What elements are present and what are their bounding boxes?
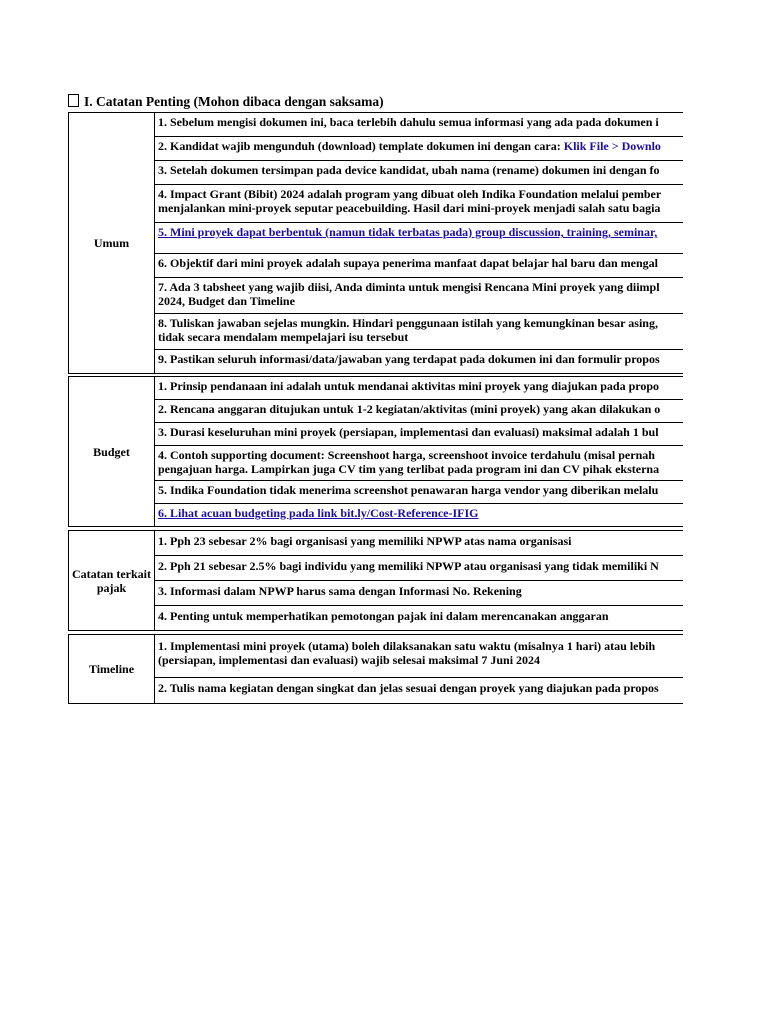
notes-table-umum [68, 112, 683, 374]
note-item: 4. Impact Grant (Bibit) 2024 adalah program yang dibuat oleh Indika Foundation melalui pember menjalankan mini-proyek seputar peacebuilding. Hasil dari mini-proyek menjadi salah satu bagia [155, 185, 684, 223]
note-item: 2. Pph 21 sebesar 2.5% bagi individu yang memiliki NPWP atau organisasi yang tidak memiliki N [155, 556, 684, 581]
note-item[interactable]: 5. Mini proyek dapat berbentuk (namun tidak terbatas pada) group discussion, training, seminar, [155, 223, 684, 254]
note-item: 4. Penting untuk memperhatikan pemotongan pajak ini dalam merencanakan anggaran [155, 606, 684, 631]
section-timeline [68, 634, 683, 704]
checkbox-icon [68, 94, 79, 107]
cost-reference-link[interactable]: 6. Lihat acuan budgeting pada link bit.ly/Cost-Reference-IFIG [155, 504, 684, 527]
note-item: 1. Prinsip pendanaan ini adalah untuk mendanai aktivitas mini proyek yang diajukan pada propo [155, 377, 684, 400]
note-item: 2. Rencana anggaran ditujukan untuk 1-2 kegiatan/aktivitas (mini proyek) yang akan dilakukan o [155, 400, 684, 423]
notes-table-pajak [68, 530, 683, 631]
note-item: 7. Ada 3 tabsheet yang wajib diisi, Anda diminta untuk mengisi Rencana Mini proyek yang diimpl 2024, Budget dan Timeline [155, 278, 684, 314]
note-item: 1. Sebelum mengisi dokumen ini, baca terlebih dahulu semua informasi yang ada pada dokumen i [155, 113, 684, 137]
note-item: 2. Kandidat wajib mengunduh (download) template dokumen ini dengan cara: Klik File > Downlo [155, 137, 684, 161]
note-item: 1. Pph 23 sebesar 2% bagi organisasi yang memiliki NPWP atas nama organisasi [155, 531, 684, 556]
page-title: I. Catatan Penting (Mohon dibaca dengan saksama) [68, 94, 384, 110]
note-item: 6. Objektif dari mini proyek adalah supaya penerima manfaat dapat belajar hal baru dan mengal [155, 254, 684, 278]
section-umum [68, 112, 683, 374]
note-item: 1. Implementasi mini proyek (utama) boleh dilaksanakan satu waktu (misalnya 1 hari) atau lebih (persiapan, implementasi dan evaluasi) wajib selesai maksimal 7 Juni 2024 [155, 635, 684, 678]
download-instruction-link[interactable]: Klik File > Downlo [563, 139, 661, 153]
category-cell: Umum [69, 113, 155, 374]
note-item: 3. Informasi dalam NPWP harus sama dengan Informasi No. Rekening [155, 581, 684, 606]
notes-table-timeline [68, 634, 683, 704]
section-pajak [68, 530, 683, 631]
notes-table-budget [68, 376, 683, 527]
category-cell: Budget [69, 377, 155, 527]
note-item: 2. Tulis nama kegiatan dengan singkat dan jelas sesuai dengan proyek yang diajukan pada propos [155, 678, 684, 704]
category-cell: Timeline [69, 635, 155, 704]
note-item: 3. Setelah dokumen tersimpan pada device kandidat, ubah nama (rename) dokumen ini dengan fo [155, 161, 684, 185]
note-item: 5. Indika Foundation tidak menerima screenshot penawaran harga vendor yang diberikan melalu [155, 481, 684, 504]
note-item: 3. Durasi keseluruhan mini proyek (persiapan, implementasi dan evaluasi) maksimal adalah 1 bul [155, 423, 684, 446]
note-item: 9. Pastikan seluruh informasi/data/jawaban yang terdapat pada dokumen ini dan formulir propos [155, 350, 684, 374]
note-item: 4. Contoh supporting document: Screenshoot harga, screenshoot invoice terdahulu (misal pernah pengajuan harga. Lampirkan juga CV tim yang terlibat pada program ini dan CV pihak eksterna [155, 446, 684, 481]
section-budget [68, 376, 683, 527]
category-cell: Catatan terkait pajak [69, 531, 155, 631]
note-item: 8. Tuliskan jawaban sejelas mungkin. Hindari penggunaan istilah yang kemungkinan besar asing, tidak secara mendalam mempelajari isu tersebut [155, 314, 684, 350]
